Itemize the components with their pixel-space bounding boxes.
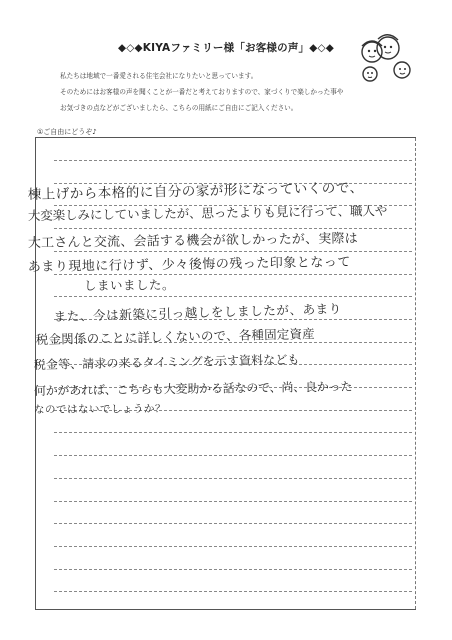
free-comment-prompt: ①ご自由にどうぞ♪ (37, 128, 97, 136)
intro-line: そのためにはお客様の声を聞くことが一番だと考えておりますので、家づくりで楽しかった事や (60, 88, 344, 96)
ruled-line (54, 569, 412, 570)
ruled-line (54, 432, 412, 433)
ruled-line (54, 296, 412, 297)
handwritten-line: 大変楽しみにしていましたが、思ったよりも見に行って、職人や (27, 202, 388, 224)
intro-line: お気づきの点などがございましたら、こちらの用紙にご自由にご記入ください。 (60, 104, 298, 112)
box-edge (415, 138, 416, 609)
page-title: ◆◇◆KIYAファミリー様「お客様の声」◆◇◆ (117, 42, 335, 54)
intro-text (60, 68, 420, 116)
ruled-line (54, 455, 412, 456)
handwritten-line: 税金関係のことに詳しくないので、各種固定資産 (35, 326, 316, 348)
handwritten-line: 税金等、請求の来るタイミングを示す資料なども (33, 352, 300, 373)
ruled-line (54, 160, 412, 161)
ruled-line (54, 478, 412, 479)
handwritten-line: しまいました。 (83, 277, 176, 294)
ruled-line (54, 523, 412, 524)
handwritten-line: 何かがあれば、こちらも大変助かる話なので、尚、良かった (33, 379, 353, 399)
handwritten-line: また、今は新築に引っ越しをしましたが、あまり (53, 300, 343, 325)
ruled-line (54, 501, 412, 502)
handwritten-line: あまり現地に行けず、少々後悔の残った印象となって (27, 254, 351, 275)
ruled-line (54, 546, 412, 547)
handwritten-line: 大工さんと交流、会話する機会が欲しかったが、実際は (27, 231, 358, 251)
handwritten-line: 棟上げから本格的に自分の家が形になっていくので、 (27, 179, 364, 203)
ruled-line (54, 591, 412, 592)
intro-line: 私たちは地域で一番愛される住宅会社になりたいと思っています。 (60, 72, 258, 80)
handwritten-line: なのではないでしょうか？ (33, 403, 166, 417)
